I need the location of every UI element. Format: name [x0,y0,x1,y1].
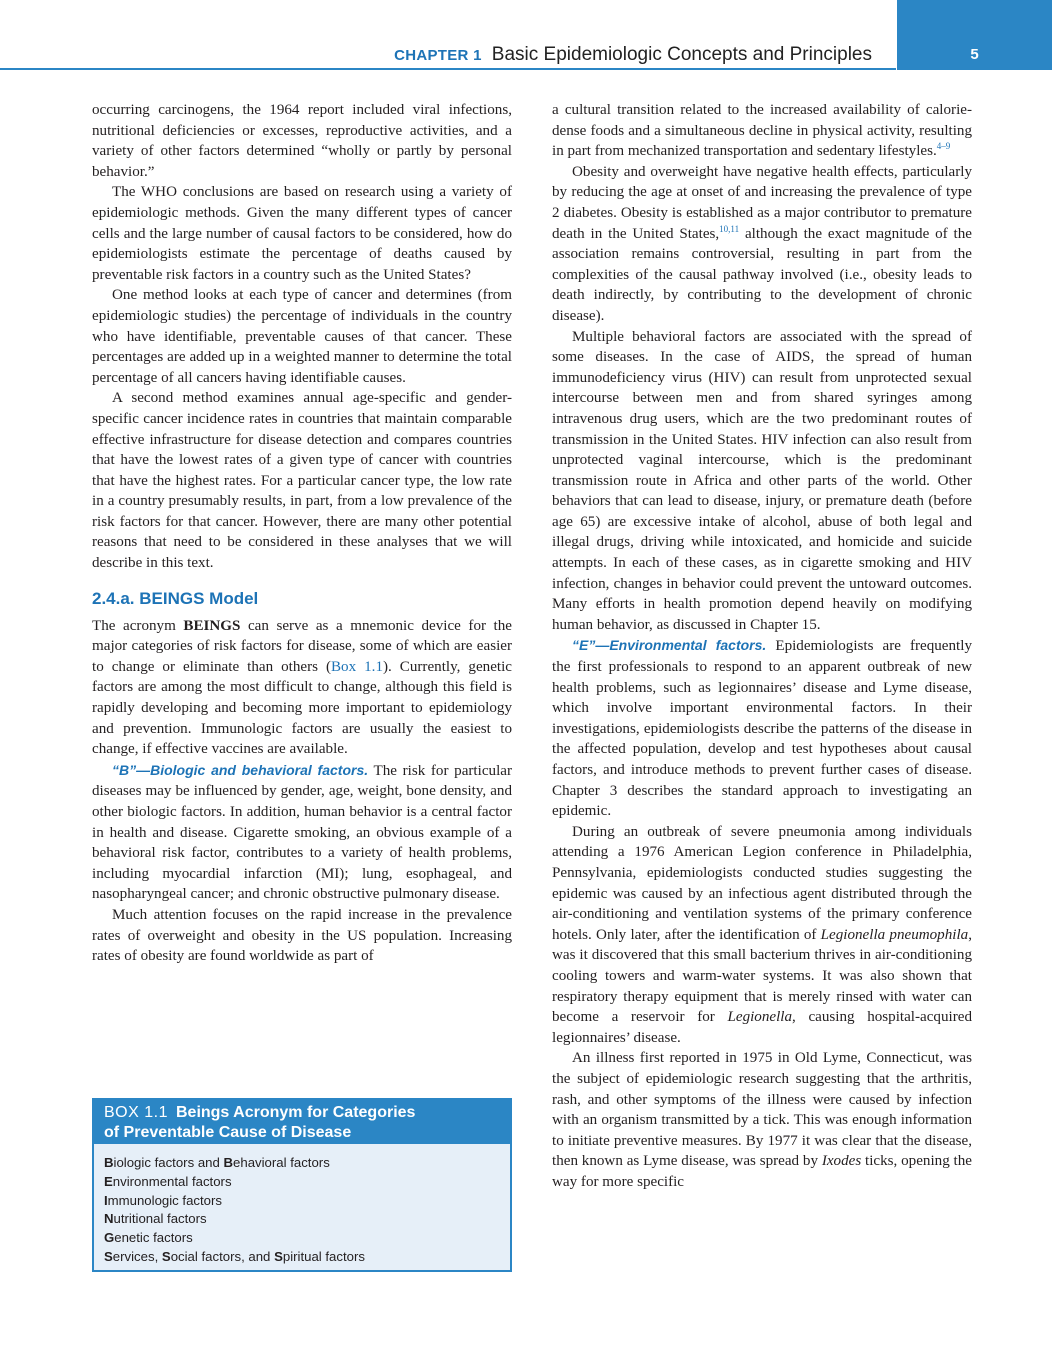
box-list-item [104,1248,500,1267]
chapter-title: Basic Epidemiologic Concepts and Principles [491,44,872,65]
box-list-item [104,1173,500,1192]
acronym-letter: S [104,1248,113,1264]
text-run: although the exact magnitude of the association remains controversial, resulting in part from the complexities of the causal pathway involved (i.e., obesity leads to death indirectly, by contributing to the development of chronic disease). [552,225,973,324]
box-item-text: ocial factors, and [170,1248,275,1264]
acronym-letter: B [223,1155,234,1170]
paragraph: Much attention focuses on the rapid increase in the prevalence rates of overweight and obesity in the US population. Increasing rates of obesity are found worldwide as part of [92,906,512,965]
box-title-line2: of Preventable Cause of Disease [104,1124,352,1141]
paragraph [552,162,972,327]
box-body [94,1144,510,1267]
page-number: 5 [970,46,979,63]
paragraph: occurring carcinogens, the 1964 report included viral infections, nutritional deficiencies or excesses, reproductive activities, and a variety of other factors determined “wholly or partly by personal behavior.” [92,102,512,180]
acronym-letter: S [274,1248,283,1264]
box-item-text: enetic factors [114,1230,193,1246]
text-run: The risk for particular diseases may be influenced by gender, age, weight, bone density, and other biologic factors. In addition, human behavior is a central factor in health and disease. Cigarette smoking, an obvious example of a behavioral risk factor, contributes to a variety of health problems, including myocardial infarction (MI); lung, esophageal, and nasopharyngeal cancer; and chronic obstructive pulmonary disease. [92,762,512,903]
page-number-tab [897,0,1052,70]
genus-name: Legionella [727,1009,793,1026]
box-reference-link[interactable]: Box 1.1 [330,658,383,675]
box-header [94,1100,510,1144]
text-run: can serve as a mnemonic device for the major categories of risk factors for disease, some of which are easier to change or eliminate than others ( [92,617,512,675]
acronym-letter: I [104,1192,108,1208]
text-run: ). Currently, genetic factors are among the most difficult to change, although this field is rapidly developing and becoming more important to epidemiology and prevention. Immunologic factors are usually the easiest to change, if effective vaccines are available. [92,658,512,758]
box-1-1 [92,1098,512,1272]
acronym-letter: E [104,1173,113,1189]
box-title-line1: Beings Acronym for Categories [175,1104,416,1121]
runin-heading: “B”—Biologic and behavioral factors. [112,761,369,778]
paragraph: One method looks at each type of cancer and determines (from epidemiologic studies) the percentage of individuals in the country who have identifiable, preventable causes of that cancer. These percentages are added up in a weighted manner to determine the total percentage of all cancers having identifiable causes. [92,287,512,386]
left-column [92,100,512,967]
box-list-item [104,1154,500,1173]
box-item-text: mmunologic factors [107,1192,223,1208]
section-heading: 2.4.a. BEINGS Model [92,588,259,608]
chapter-label: CHAPTER 1 [394,47,482,64]
box-list-item [104,1229,500,1248]
paragraph [552,100,972,162]
paragraph [92,616,512,760]
paragraph: Multiple behavioral factors are associated with the spread of some diseases. In the case of AIDS, the spread of human immunodeficiency virus (HIV) can result from unprotected sexual intercourse between men and from shared syringes among intravenous drug users, which are the two predominant routes of transmission in the United States. HIV infection can also result from unprotected vaginal intercourse, which is the predominant transmission route in Africa and other parts of the world. Other behaviors that can lead to disease, injury, or premature death (before age 65) are excessive intake of alcohol, abuse of both legal and illegal drugs, driving while intoxicated, and homicide and suicide attempts. In each of these cases, as in cigarette smoking and HIV infection, changes in behavior could prevent the untoward outcomes. Many efforts in health promotion depend heavily on modifying human behavior, as discussed in Chapter 15. [552,328,972,633]
header-rule [0,68,896,70]
box-item-text: piritual factors [282,1248,365,1264]
box-item-text: ehavioral factors [233,1155,330,1170]
box-item-text: nvironmental factors [112,1173,232,1189]
text-run: Obesity and overweight have negative health effects, particularly by reducing the age at onset of and increasing the prevalence of type 2 diabetes. Obesity is established as a major contributor to premature death in the United States, [552,163,972,242]
running-head [394,44,872,66]
acronym-letter: S [161,1248,171,1264]
text-run: During an outbreak of severe pneumonia among individuals attending a 1976 American Legion conference in Philadelphia, Pennsylvania, epidemiologists conducted studies suggesting the epidemic was caused by an infectious agent distributed through the air-conditioning and ventilation systems of the primary conference hotels. Only later, after the identification of [552,823,972,943]
acronym-letter: N [104,1211,114,1227]
reference-superscript[interactable]: 10,11 [719,223,740,234]
paragraph: A second method examines annual age-specific and gender-specific cancer incidence rates in countries that maintain comparable effective infrastructure for disease detection and compares countries that have the lowest rates of a given type of cancer with countries that have the highest rates. For a particular cancer type, the low rate in a country presumably results, in part, from a low prevalence of the risk factors for that cancer. However, there are many other potential reasons that need to be considered in these analyses that we will describe in this text. [92,390,512,572]
paragraph [552,822,972,1049]
text-run: The acronym [92,617,184,634]
beings-term: BEINGS [183,617,241,634]
acronym-letter: B [104,1155,114,1170]
paragraph [552,635,972,821]
box-label: BOX 1.1 [104,1104,168,1121]
text-run: Epidemiologists are frequently the first professionals to respond to an apparent outbreak of new health problems, such as legionnaires’ disease and Lyme disease, which involve important environmental factors. In their investigations, epidemiologists describe the patterns of the disease in the affected population, develop and test hypotheses about causal factors, and introduce methods to prevent further cases of disease. Chapter 3 describes the standard approach to investigating an epidemic. [552,638,972,820]
paragraph [552,1048,972,1192]
text-run: An illness first reported in 1975 in Old Lyme, Connecticut, was the subject of epidemiologic research suggesting that the arthritis, rash, and other symptoms of the illness were caused by infection with an organism transmitted by a tick. This was enough information to initiate preventive measures. By 1977 it was clear that the disease, then known as Lyme disease, was spread by [552,1050,972,1170]
page-header [0,0,1052,72]
text-run: a cultural transition related to the increased availability of calorie-dense foods and a simultaneous decline in physical activity, resulting in part from mechanized transportation and sedentary lifestyles. [552,102,972,160]
text-run: , was it discovered that this small bacterium thrives in air-conditioning cooling towers and warm-water systems. It was also shown that respiratory therapy equipment that is merely rinsed with water can become a reservoir for [552,926,972,1026]
paragraph [92,760,512,905]
text-run: , causing hospital-acquired legionnaires’ disease. [552,1009,972,1046]
box-list-item [104,1192,500,1211]
box-list-item [104,1210,500,1229]
right-column [552,100,972,1192]
runin-heading: “E”—Environmental factors. [572,637,767,654]
species-name: Legionella pneumophila [820,926,969,943]
text-run: ticks, opening the way for more specific [552,1153,972,1190]
acronym-letter: G [104,1230,115,1246]
box-item-text: ervices, [112,1248,162,1264]
paragraph: The WHO conclusions are based on research using a variety of epidemiologic methods. Given the many different types of cancer cells and the large number of causal factors to be considered, how do epidemiologists estimate the percentage of deaths caused by preventable risk factors in a country such as the United States? [92,184,512,283]
box-item-text: utritional factors [113,1211,207,1227]
genus-name: Ixodes [821,1153,862,1170]
box-item-text: iologic factors and [113,1155,224,1170]
reference-superscript[interactable]: 4–9 [936,141,951,152]
